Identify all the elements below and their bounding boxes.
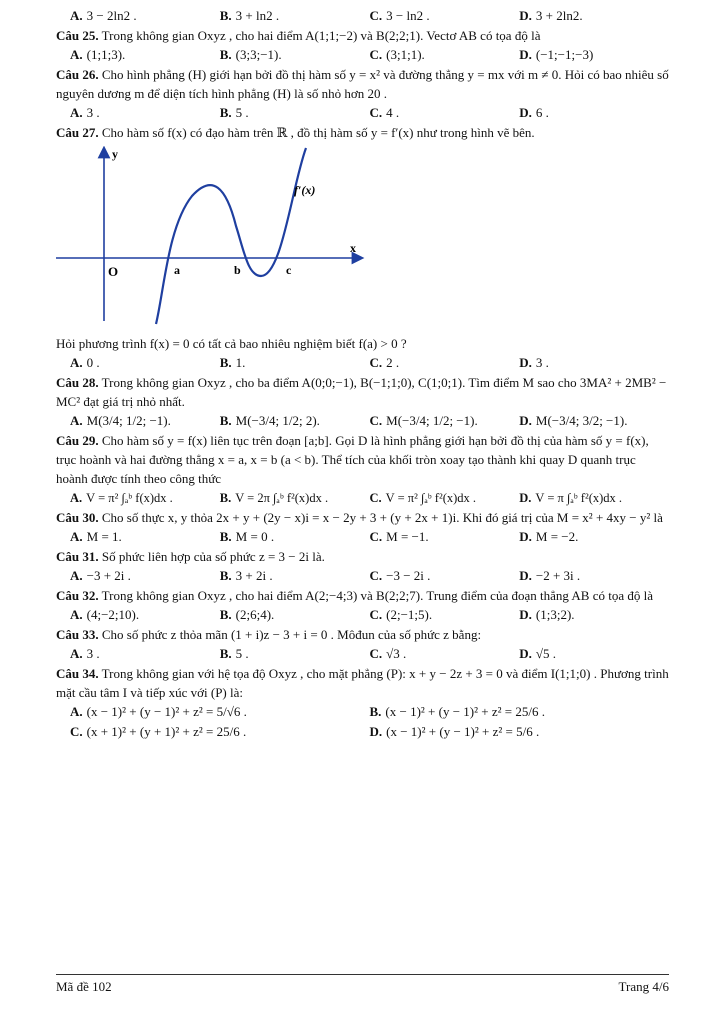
origin-label: O (108, 264, 119, 279)
q28-option-a: A. M(3/4; 1/2; −1). (70, 413, 171, 428)
q30-options (56, 527, 669, 547)
q25-option-d: D. (−1;−1;−3) (519, 47, 594, 62)
q29-options (56, 488, 669, 508)
q25-stem: Câu 25. Trong không gian Oxyz , cho hai điểm A(1;1;−2) và B(2;2;1). Vectơ AB có tọa độ là (56, 28, 541, 43)
q27-question: Hỏi phương trình f(x) = 0 có tất cả bao nhiêu nghiệm biết f(a) > 0 ? (56, 336, 407, 351)
q33-option-d: D. √5 . (519, 646, 557, 661)
q26-option-b: B. 5 . (219, 105, 249, 120)
f-prime-curve (156, 148, 306, 324)
q26-stem: Câu 26. Cho hình phẳng (H) giới hạn bởi đồ thị hàm số y = x² và đường thẳng y = mx với m ≠ 0. Hỏi có bao nhiêu số nguyên dương m để diện tích hình phẳng (H) là số nhỏ hơn 20 . (56, 67, 669, 101)
q26-option-a: A. 3 . (70, 105, 100, 120)
q27-option-c: C. 2 . (369, 355, 400, 370)
x-label: x (350, 241, 356, 255)
q27-option-b: B. 1. (219, 355, 246, 370)
q26-options (56, 103, 669, 123)
q28-stem: Câu 28. Trong không gian Oxyz , cho ba điểm A(0;0;−1), B(−1;1;0), C(1;0;1). Tìm điểm M sao cho 3MA² + 2MB² − MC² đạt giá trị nhỏ nhất. (56, 375, 667, 409)
page-number: Trang 4/6 (618, 979, 669, 994)
q31-options (56, 566, 669, 586)
q34-option-a: A. (x − 1)² + (y − 1)² + z² = 5/√6 . (70, 704, 247, 719)
point-c-label: c (286, 263, 292, 277)
q32-option-b: B. (2;6;4). (219, 607, 275, 622)
q28-option-d: D. M(−3/4; 3/2; −1). (519, 413, 628, 428)
q24-option-c: C. 3 − ln2 . (369, 8, 430, 23)
q33-option-c: C. √3 . (369, 646, 407, 661)
point-b-label: b (234, 263, 241, 277)
q34-option-d: D. (x − 1)² + (y − 1)² + z² = 5/6 . (369, 724, 540, 739)
q30-stem: Câu 30. Cho số thực x, y thỏa 2x + y + (2y − x)i = x − 2y + 3 + (y + 2x + 1)i. Khi đó giá trị của M = x² + 4xy − y² là (56, 510, 663, 525)
graph-svg (56, 146, 366, 326)
q24-option-a: A. 3 − 2ln2 . (70, 8, 137, 23)
q34-options-row1 (56, 702, 669, 722)
q27-option-d: D. 3 . (519, 355, 549, 370)
q28-options (56, 411, 669, 431)
q29-option-b: B. V = 2π ∫ₐᵇ f²(x)dx . (219, 491, 329, 505)
q24-option-d: D. 3 + 2ln2. (519, 8, 583, 23)
q32-option-d: D. (1;3;2). (519, 607, 575, 622)
q31-option-a: A. −3 + 2i . (70, 568, 131, 583)
point-a-label: a (174, 263, 180, 277)
q29-option-d: D. V = π ∫ₐᵇ f²(x)dx . (519, 491, 623, 505)
q32-stem: Câu 32. Trong không gian Oxyz , cho hai điểm A(2;−4;3) và B(2;2;7). Trung điểm của đoạn thẳng AB có tọa độ là (56, 588, 653, 603)
q25-option-b: B. (3;3;−1). (219, 47, 282, 62)
q28-option-c: C. M(−3/4; 1/2; −1). (369, 413, 478, 428)
q26-option-c: C. 4 . (369, 105, 400, 120)
q27-options (56, 353, 669, 373)
q34-option-c: C. (x + 1)² + (y + 1)² + z² = 25/6 . (70, 724, 247, 739)
q33-options (56, 644, 669, 664)
q32-option-a: A. (4;−2;10). (70, 607, 140, 622)
page-footer (56, 974, 669, 995)
q33-option-a: A. 3 . (70, 646, 100, 661)
q29-option-c: C. V = π² ∫ₐᵇ f²(x)dx . (369, 491, 477, 505)
q30-option-c: C. M = −1. (369, 529, 429, 544)
exam-code: Mã đề 102 (56, 979, 112, 994)
q29-option-a: A. V = π² ∫ₐᵇ f(x)dx . (70, 491, 173, 505)
q34-options-row2 (56, 722, 669, 742)
q25-option-a: A. (1;1;3). (70, 47, 126, 62)
q26-option-d: D. 6 . (519, 105, 549, 120)
q31-option-b: B. 3 + 2i . (219, 568, 273, 583)
q31-option-c: C. −3 − 2i . (369, 568, 431, 583)
q30-option-d: D. M = −2. (519, 529, 579, 544)
q24-option-b: B. 3 + ln2 . (219, 8, 280, 23)
q25-option-c: C. (3;1;1). (369, 47, 425, 62)
q27-derivative-graph (56, 146, 669, 330)
q27-option-a: A. 0 . (70, 355, 100, 370)
q30-option-b: B. M = 0 . (219, 529, 275, 544)
y-label: y (112, 147, 118, 161)
q33-option-b: B. 5 . (219, 646, 249, 661)
q25-options (56, 45, 669, 65)
q28-option-b: B. M(−3/4; 1/2; 2). (219, 413, 320, 428)
q32-options (56, 605, 669, 625)
q27-stem: Câu 27. Cho hàm số f(x) có đạo hàm trên ℝ , đồ thị hàm số y = f′(x) như trong hình vẽ bên. (56, 125, 535, 140)
curve-label: f′(x) (294, 183, 316, 197)
q31-stem: Câu 31. Số phức liên hợp của số phức z = 3 − 2i là. (56, 549, 325, 564)
q24-options (56, 6, 669, 26)
q33-stem: Câu 33. Cho số phức z thỏa mãn (1 + i)z − 3 + i = 0 . Môđun của số phức z bằng: (56, 627, 482, 642)
q29-stem: Câu 29. Cho hàm số y = f(x) liên tục trên đoạn [a;b]. Gọi D là hình phẳng giới hạn bởi đồ thị của hàm số y = f(x), trục hoành và hai đường thẳng x = a, x = b (a < b). Thể tích của khối tròn xoay tạo thành khi quay D quanh trục hoành được tính theo công thức (56, 433, 649, 486)
q31-option-d: D. −2 + 3i . (519, 568, 581, 583)
q34-option-b: B. (x − 1)² + (y − 1)² + z² = 25/6 . (369, 704, 545, 719)
q34-stem: Câu 34. Trong không gian với hệ tọa độ Oxyz , cho mặt phẳng (P): x + y − 2z + 3 = 0 và điểm I(1;1;0) . Phương trình mặt cầu tâm I và tiếp xúc với (P) là: (56, 666, 669, 700)
q30-option-a: A. M = 1. (70, 529, 122, 544)
q32-option-c: C. (2;−1;5). (369, 607, 433, 622)
